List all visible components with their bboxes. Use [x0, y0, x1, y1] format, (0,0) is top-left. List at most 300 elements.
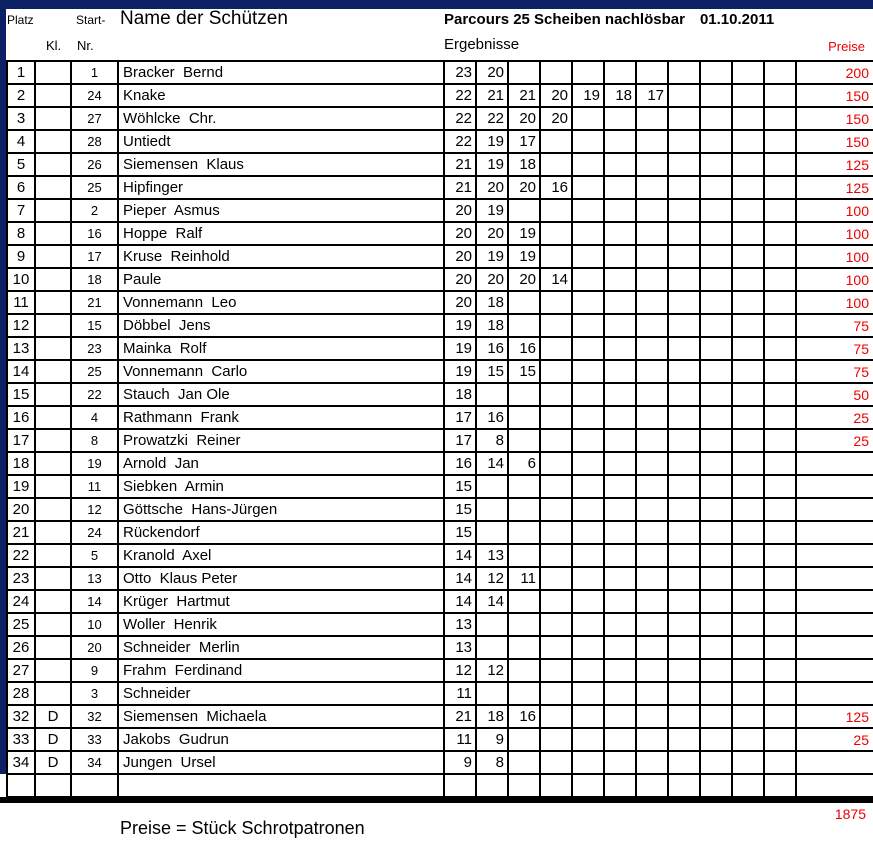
platz-cell: 10	[7, 268, 35, 291]
kl-cell	[35, 406, 71, 429]
score-cell	[700, 774, 732, 797]
score-cell: 21	[444, 705, 476, 728]
score-cell	[764, 291, 796, 314]
score-cell: 17	[444, 429, 476, 452]
preis-cell: 75	[796, 314, 873, 337]
score-cell	[540, 682, 572, 705]
kl-cell: D	[35, 705, 71, 728]
name-cell: Arnold Jan	[118, 452, 444, 475]
score-cell	[700, 268, 732, 291]
table-row	[7, 406, 873, 429]
preis-cell	[796, 567, 873, 590]
kl-cell	[35, 268, 71, 291]
platz-cell: 12	[7, 314, 35, 337]
score-cell	[732, 153, 764, 176]
score-cell	[764, 613, 796, 636]
score-cell	[540, 406, 572, 429]
preis-cell	[796, 636, 873, 659]
startnr-cell: 3	[71, 682, 118, 705]
score-cell	[508, 61, 540, 84]
score-cell	[572, 130, 604, 153]
score-cell	[668, 751, 700, 774]
column-header-start: Start-	[76, 13, 106, 27]
score-cell: 20	[540, 84, 572, 107]
kl-cell	[35, 176, 71, 199]
preis-cell	[796, 774, 873, 797]
kl-cell	[35, 498, 71, 521]
score-cell	[508, 383, 540, 406]
score-cell: 14	[476, 590, 508, 613]
name-cell: Schneider	[118, 682, 444, 705]
score-cell	[700, 751, 732, 774]
score-cell	[700, 705, 732, 728]
kl-cell	[35, 521, 71, 544]
score-cell	[604, 682, 636, 705]
score-cell	[444, 774, 476, 797]
score-cell: 14	[444, 544, 476, 567]
score-cell	[604, 176, 636, 199]
score-cell: 19	[444, 360, 476, 383]
score-cell	[636, 728, 668, 751]
score-cell	[700, 452, 732, 475]
score-cell	[604, 61, 636, 84]
score-cell	[764, 659, 796, 682]
score-cell	[508, 314, 540, 337]
table-row	[7, 268, 873, 291]
table-row	[7, 751, 873, 774]
platz-cell: 3	[7, 107, 35, 130]
name-cell: Knake	[118, 84, 444, 107]
preis-cell: 125	[796, 153, 873, 176]
startnr-cell: 10	[71, 613, 118, 636]
platz-cell: 9	[7, 245, 35, 268]
score-cell	[572, 314, 604, 337]
table-row	[7, 360, 873, 383]
score-cell	[572, 429, 604, 452]
event-date: 01.10.2011	[699, 11, 775, 28]
table-row	[7, 61, 873, 84]
score-cell	[764, 452, 796, 475]
score-cell	[700, 360, 732, 383]
name-cell: Jakobs Gudrun	[118, 728, 444, 751]
score-cell	[572, 406, 604, 429]
score-cell	[604, 130, 636, 153]
score-cell	[508, 613, 540, 636]
score-cell	[732, 613, 764, 636]
startnr-cell: 26	[71, 153, 118, 176]
score-cell	[732, 61, 764, 84]
score-cell	[764, 176, 796, 199]
score-cell	[636, 360, 668, 383]
table-row	[7, 682, 873, 705]
score-cell: 23	[444, 61, 476, 84]
table-row	[7, 222, 873, 245]
prize-total: 1875	[834, 806, 866, 822]
score-cell	[700, 130, 732, 153]
score-cell	[572, 682, 604, 705]
kl-cell	[35, 337, 71, 360]
name-cell: Krüger Hartmut	[118, 590, 444, 613]
platz-cell: 2	[7, 84, 35, 107]
score-cell	[668, 314, 700, 337]
score-cell	[668, 268, 700, 291]
preis-cell	[796, 751, 873, 774]
score-cell: 16	[444, 452, 476, 475]
score-cell: 9	[444, 751, 476, 774]
score-cell	[732, 705, 764, 728]
score-cell: 18	[604, 84, 636, 107]
platz-cell: 16	[7, 406, 35, 429]
score-cell	[540, 153, 572, 176]
score-cell: 17	[636, 84, 668, 107]
score-cell: 20	[508, 268, 540, 291]
platz-cell: 32	[7, 705, 35, 728]
score-cell	[636, 222, 668, 245]
score-cell	[572, 774, 604, 797]
score-cell	[540, 314, 572, 337]
name-cell: Stauch Jan Ole	[118, 383, 444, 406]
table-row	[7, 705, 873, 728]
startnr-cell: 12	[71, 498, 118, 521]
score-cell	[604, 751, 636, 774]
kl-cell	[35, 774, 71, 797]
score-cell	[636, 337, 668, 360]
score-cell	[572, 498, 604, 521]
score-cell: 19	[476, 153, 508, 176]
platz-cell: 14	[7, 360, 35, 383]
score-cell	[508, 636, 540, 659]
score-cell: 12	[476, 659, 508, 682]
score-cell: 18	[476, 705, 508, 728]
kl-cell	[35, 452, 71, 475]
kl-cell	[35, 360, 71, 383]
startnr-cell: 15	[71, 314, 118, 337]
score-cell	[668, 452, 700, 475]
score-cell	[540, 452, 572, 475]
score-cell	[668, 636, 700, 659]
event-title: Parcours 25 Scheiben nachlösbar	[444, 11, 685, 28]
startnr-cell: 18	[71, 268, 118, 291]
score-cell: 21	[444, 153, 476, 176]
score-cell	[764, 682, 796, 705]
startnr-cell: 33	[71, 728, 118, 751]
preis-cell: 150	[796, 107, 873, 130]
startnr-cell: 21	[71, 291, 118, 314]
score-cell	[604, 199, 636, 222]
score-cell	[764, 498, 796, 521]
name-cell: Frahm Ferdinand	[118, 659, 444, 682]
score-cell	[700, 613, 732, 636]
preis-cell: 100	[796, 245, 873, 268]
preis-cell	[796, 521, 873, 544]
score-cell	[700, 521, 732, 544]
score-cell	[540, 659, 572, 682]
score-cell	[636, 636, 668, 659]
score-cell: 15	[444, 498, 476, 521]
name-cell: Rathmann Frank	[118, 406, 444, 429]
score-cell	[668, 705, 700, 728]
score-cell	[732, 567, 764, 590]
score-cell: 21	[444, 176, 476, 199]
platz-cell: 20	[7, 498, 35, 521]
preis-cell: 100	[796, 199, 873, 222]
score-cell: 21	[508, 84, 540, 107]
score-cell	[764, 406, 796, 429]
score-cell	[764, 153, 796, 176]
platz-cell: 34	[7, 751, 35, 774]
name-cell: Pieper Asmus	[118, 199, 444, 222]
score-cell	[604, 613, 636, 636]
score-cell	[604, 383, 636, 406]
kl-cell	[35, 107, 71, 130]
name-cell: Kruse Reinhold	[118, 245, 444, 268]
score-cell	[604, 360, 636, 383]
score-cell: 22	[444, 130, 476, 153]
preis-cell	[796, 498, 873, 521]
score-cell	[540, 613, 572, 636]
event-title-line	[444, 11, 774, 28]
score-cell	[476, 682, 508, 705]
preis-cell: 125	[796, 176, 873, 199]
score-cell	[604, 268, 636, 291]
score-cell: 16	[508, 705, 540, 728]
name-cell: Siemensen Michaela	[118, 705, 444, 728]
score-cell	[604, 153, 636, 176]
score-cell: 19	[476, 130, 508, 153]
score-cell	[668, 245, 700, 268]
preis-cell	[796, 452, 873, 475]
startnr-cell: 32	[71, 705, 118, 728]
score-cell	[700, 84, 732, 107]
kl-cell	[35, 84, 71, 107]
score-cell	[700, 245, 732, 268]
score-cell	[668, 728, 700, 751]
score-cell	[604, 245, 636, 268]
score-cell: 22	[444, 107, 476, 130]
score-cell	[764, 107, 796, 130]
score-cell	[732, 222, 764, 245]
score-cell	[700, 567, 732, 590]
score-cell	[700, 590, 732, 613]
score-cell	[732, 636, 764, 659]
preis-cell: 200	[796, 61, 873, 84]
score-cell	[540, 429, 572, 452]
column-header-platz: Platz	[7, 13, 34, 27]
kl-cell: D	[35, 728, 71, 751]
name-cell: Döbbel Jens	[118, 314, 444, 337]
score-cell	[508, 774, 540, 797]
preis-cell: 50	[796, 383, 873, 406]
preis-cell	[796, 590, 873, 613]
score-cell	[476, 498, 508, 521]
preis-cell: 100	[796, 268, 873, 291]
startnr-cell: 9	[71, 659, 118, 682]
score-cell	[572, 521, 604, 544]
score-cell	[732, 107, 764, 130]
startnr-cell: 2	[71, 199, 118, 222]
score-cell	[508, 199, 540, 222]
name-cell: Hoppe Ralf	[118, 222, 444, 245]
score-cell	[636, 452, 668, 475]
score-cell	[636, 521, 668, 544]
score-cell	[604, 406, 636, 429]
startnr-cell: 14	[71, 590, 118, 613]
score-cell: 20	[476, 268, 508, 291]
kl-cell	[35, 245, 71, 268]
score-cell	[732, 406, 764, 429]
name-cell: Untiedt	[118, 130, 444, 153]
score-cell	[636, 774, 668, 797]
score-cell	[668, 337, 700, 360]
score-cell: 20	[508, 176, 540, 199]
score-cell	[476, 774, 508, 797]
name-cell	[118, 774, 444, 797]
score-cell: 16	[476, 406, 508, 429]
kl-cell: D	[35, 751, 71, 774]
preis-cell: 100	[796, 222, 873, 245]
startnr-cell: 24	[71, 84, 118, 107]
kl-cell	[35, 130, 71, 153]
score-cell	[508, 521, 540, 544]
score-cell	[732, 130, 764, 153]
score-cell	[668, 429, 700, 452]
score-cell	[764, 61, 796, 84]
name-cell: Paule	[118, 268, 444, 291]
kl-cell	[35, 222, 71, 245]
score-cell	[508, 475, 540, 498]
preis-cell: 150	[796, 130, 873, 153]
score-cell	[508, 728, 540, 751]
score-cell	[668, 567, 700, 590]
score-cell	[668, 521, 700, 544]
score-cell	[540, 590, 572, 613]
score-cell	[604, 567, 636, 590]
preis-cell	[796, 682, 873, 705]
table-row	[7, 130, 873, 153]
score-cell: 20	[476, 222, 508, 245]
score-cell	[508, 751, 540, 774]
startnr-cell: 16	[71, 222, 118, 245]
score-cell	[764, 751, 796, 774]
platz-cell: 27	[7, 659, 35, 682]
column-header-nr: Nr.	[77, 38, 94, 53]
score-cell: 16	[476, 337, 508, 360]
score-cell	[764, 268, 796, 291]
startnr-cell: 8	[71, 429, 118, 452]
score-cell	[764, 636, 796, 659]
score-cell	[572, 475, 604, 498]
score-cell	[636, 130, 668, 153]
platz-cell: 18	[7, 452, 35, 475]
score-cell	[540, 222, 572, 245]
score-cell	[636, 199, 668, 222]
preis-cell	[796, 613, 873, 636]
score-cell	[604, 475, 636, 498]
kl-cell	[35, 613, 71, 636]
score-cell	[732, 521, 764, 544]
score-cell	[668, 199, 700, 222]
table-row	[7, 498, 873, 521]
score-cell	[636, 498, 668, 521]
results-table	[6, 60, 873, 798]
score-cell	[764, 337, 796, 360]
platz-cell: 5	[7, 153, 35, 176]
platz-cell: 24	[7, 590, 35, 613]
startnr-cell: 13	[71, 567, 118, 590]
score-cell: 13	[476, 544, 508, 567]
column-header-name: Name der Schützen	[120, 8, 288, 29]
score-cell	[700, 728, 732, 751]
score-cell	[540, 337, 572, 360]
score-cell	[604, 337, 636, 360]
score-cell: 19	[444, 314, 476, 337]
score-cell	[732, 199, 764, 222]
score-cell	[764, 245, 796, 268]
score-cell	[540, 498, 572, 521]
table-row	[7, 107, 873, 130]
score-cell	[764, 590, 796, 613]
kl-cell	[35, 590, 71, 613]
score-cell	[604, 636, 636, 659]
startnr-cell: 1	[71, 61, 118, 84]
startnr-cell: 20	[71, 636, 118, 659]
score-cell: 8	[476, 429, 508, 452]
score-cell	[668, 107, 700, 130]
score-cell	[636, 107, 668, 130]
table-row	[7, 475, 873, 498]
score-cell	[604, 659, 636, 682]
score-cell: 15	[508, 360, 540, 383]
score-cell	[636, 590, 668, 613]
score-cell	[764, 222, 796, 245]
score-cell	[572, 452, 604, 475]
score-cell	[732, 728, 764, 751]
score-cell	[572, 383, 604, 406]
preis-cell: 100	[796, 291, 873, 314]
platz-cell: 1	[7, 61, 35, 84]
score-cell	[540, 567, 572, 590]
kl-cell	[35, 475, 71, 498]
score-cell	[572, 567, 604, 590]
score-cell	[604, 590, 636, 613]
score-cell	[732, 751, 764, 774]
score-cell	[636, 682, 668, 705]
name-cell: Schneider Merlin	[118, 636, 444, 659]
platz-cell: 7	[7, 199, 35, 222]
kl-cell	[35, 567, 71, 590]
score-cell	[572, 107, 604, 130]
score-cell	[668, 544, 700, 567]
startnr-cell: 22	[71, 383, 118, 406]
score-cell	[604, 107, 636, 130]
table-row	[7, 521, 873, 544]
score-cell	[572, 705, 604, 728]
startnr-cell: 11	[71, 475, 118, 498]
score-cell	[700, 383, 732, 406]
score-cell	[732, 774, 764, 797]
score-cell	[636, 613, 668, 636]
preis-cell: 75	[796, 360, 873, 383]
table-row	[7, 659, 873, 682]
score-cell	[732, 314, 764, 337]
score-cell	[604, 452, 636, 475]
score-cell	[732, 475, 764, 498]
platz-cell: 19	[7, 475, 35, 498]
score-cell	[668, 360, 700, 383]
score-cell	[764, 521, 796, 544]
score-cell: 14	[540, 268, 572, 291]
score-cell	[540, 521, 572, 544]
